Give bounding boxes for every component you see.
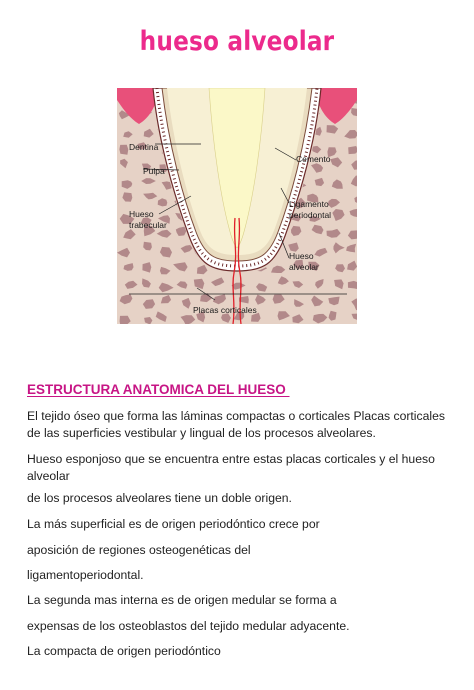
label-hueso-alveolar-2: alveolar [289,262,319,272]
label-hueso-trabecular-1: Hueso [129,209,154,219]
label-hueso-trabecular-2: trabecular [129,220,167,230]
paragraph: aposición de regiones osteogenéticas del [27,543,251,557]
diagram-svg [117,88,357,324]
page-title: hueso alveolar [139,26,335,57]
label-cemento: Cemento [296,154,331,164]
bone-trabecula [348,146,357,154]
paragraph: El tejido óseo que forma las láminas compactas o corticales Placas corticales de las superficies vestibular y lingual de los procesos alveolares. [27,409,445,440]
label-placas-corticales: Placas corticales [193,305,257,315]
paragraph: Hueso esponjoso que se encuentra entre estas placas corticales y el hueso alveolar [27,452,435,483]
label-ligamento-2: periodontal [289,210,332,220]
label-pulpa: Pulpa [143,166,165,176]
label-dentina: Dentina [129,142,159,152]
bone-trabecula [119,145,128,155]
paragraph: expensas de los osteoblastos del tejido medular adyacente. [27,619,350,633]
paragraph: de los procesos alveolares tiene un doble origen. [27,491,292,505]
paragraph: ligamentoperiodontal. [27,568,144,582]
paragraph: La compacta de origen periodóntico [27,644,221,658]
label-hueso-alveolar-1: Hueso [289,251,314,261]
paragraph: La más superficial es de origen periodóntico crece por [27,517,320,531]
alveolar-bone-diagram [117,88,357,324]
section-heading: ESTRUCTURA ANATOMICA DEL HUESO [27,382,290,397]
label-ligamento-1: Ligamento [289,199,329,209]
paragraph: La segunda mas interna es de origen medular se forma a [27,593,337,607]
